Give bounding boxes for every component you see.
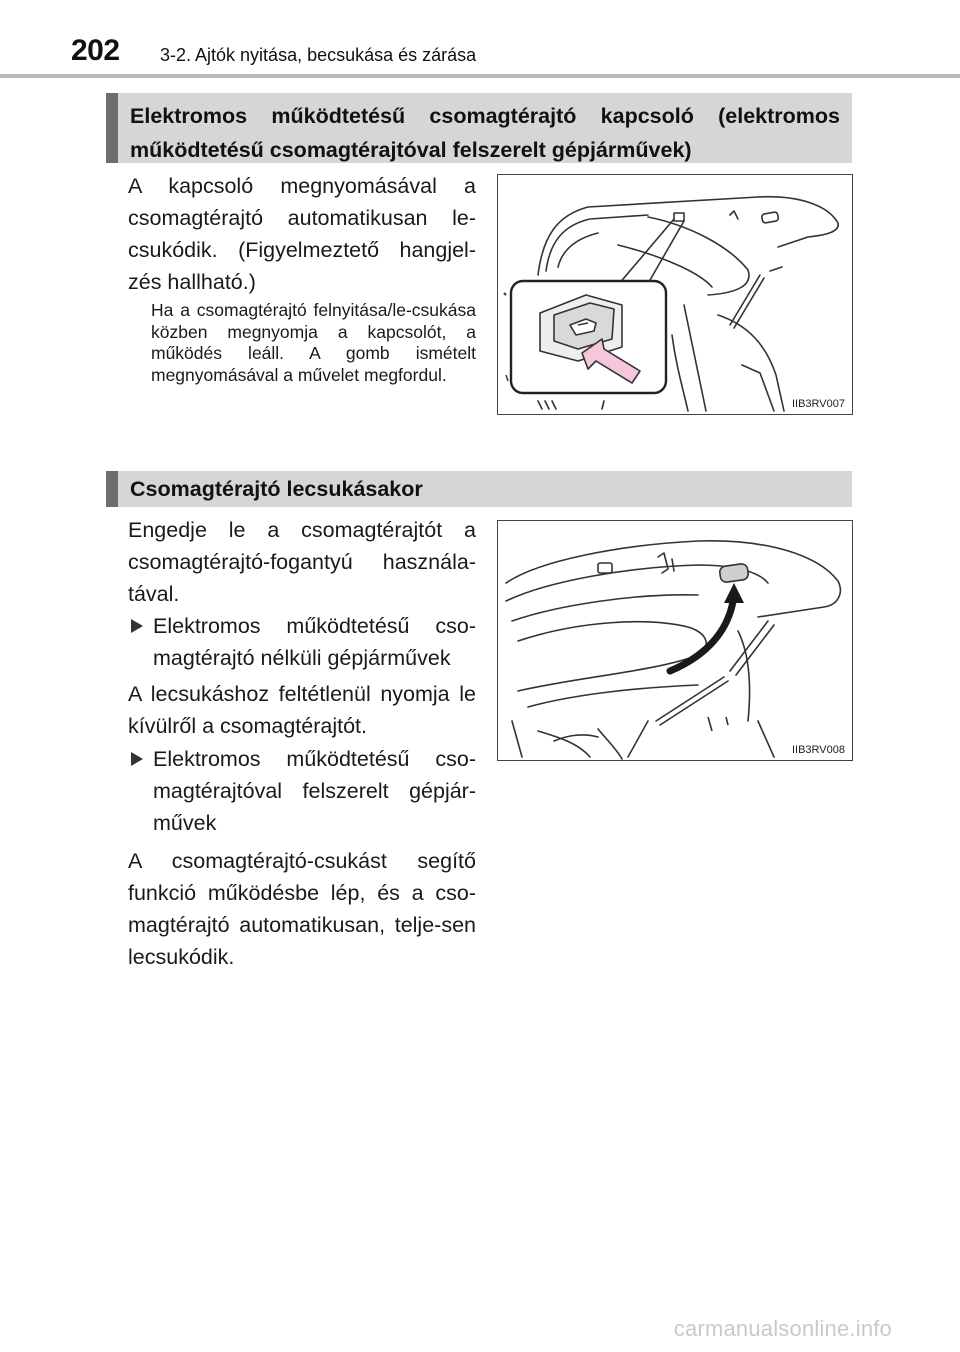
figure-power-switch-code: IIB3RV007 (791, 398, 845, 410)
chapter-title: 3-2. Ajtók nyitása, becsukása és zárása (160, 45, 477, 65)
bullet-triangle-icon (131, 752, 143, 766)
section2-text1: A lecsukáshoz feltétlenül nyomja le kívülről a csomagtérajtót. (128, 682, 476, 738)
section-header-closing: Csomagtérajtó lecsukásakor (106, 471, 852, 507)
page-number: 202 (71, 34, 120, 67)
figure-power-switch (497, 174, 853, 415)
bullet-with-power-door (128, 743, 476, 839)
section2-intro: Engedje le a csomagtérajtót a csomagtérajtó-fogantyú használa-tával. (128, 518, 476, 606)
figure-power-switch-illustration (498, 175, 853, 415)
section1-body: A kapcsoló megnyomásával a csomagtérajtó automatikusan le-csukódik. (Figyelmeztető hangjel-zés hallható.) (128, 174, 476, 294)
section1-note: Ha a csomagtérajtó felnyitása/le-csukása közben megnyomja a kapcsolót, a működés leáll. A gomb ismételt megnyomásával a művelet megfordul. (151, 300, 476, 385)
section-header-power-switch: Elektromos működtetésű csomagtérajtó kapcsoló (elektromos működtetésű csomagtérajtóval felszerelt gépjárművek) (106, 93, 852, 163)
section2-text2: A csomagtérajtó-csukást segítő funkció működésbe lép, és a cso-magtérajtó automatikusan, telje-sen lecsukódik. (128, 849, 476, 969)
bullet-triangle-icon (131, 619, 143, 633)
watermark: carmanualsonline.info (673, 1316, 892, 1341)
figure-closing (497, 520, 853, 761)
bullet-without-power-door (128, 610, 476, 674)
bullet-without-power-door-text: Elektromos működtetésű cso-magtérajtó nélküli gépjárművek (153, 614, 476, 670)
figure-closing-code: IIB3RV008 (791, 744, 845, 756)
figure-closing-illustration (498, 521, 853, 761)
header-rule (0, 74, 960, 78)
bullet-with-power-door-text: Elektromos működtetésű cso-magtérajtóval felszerelt gépjár-művek (153, 747, 476, 835)
